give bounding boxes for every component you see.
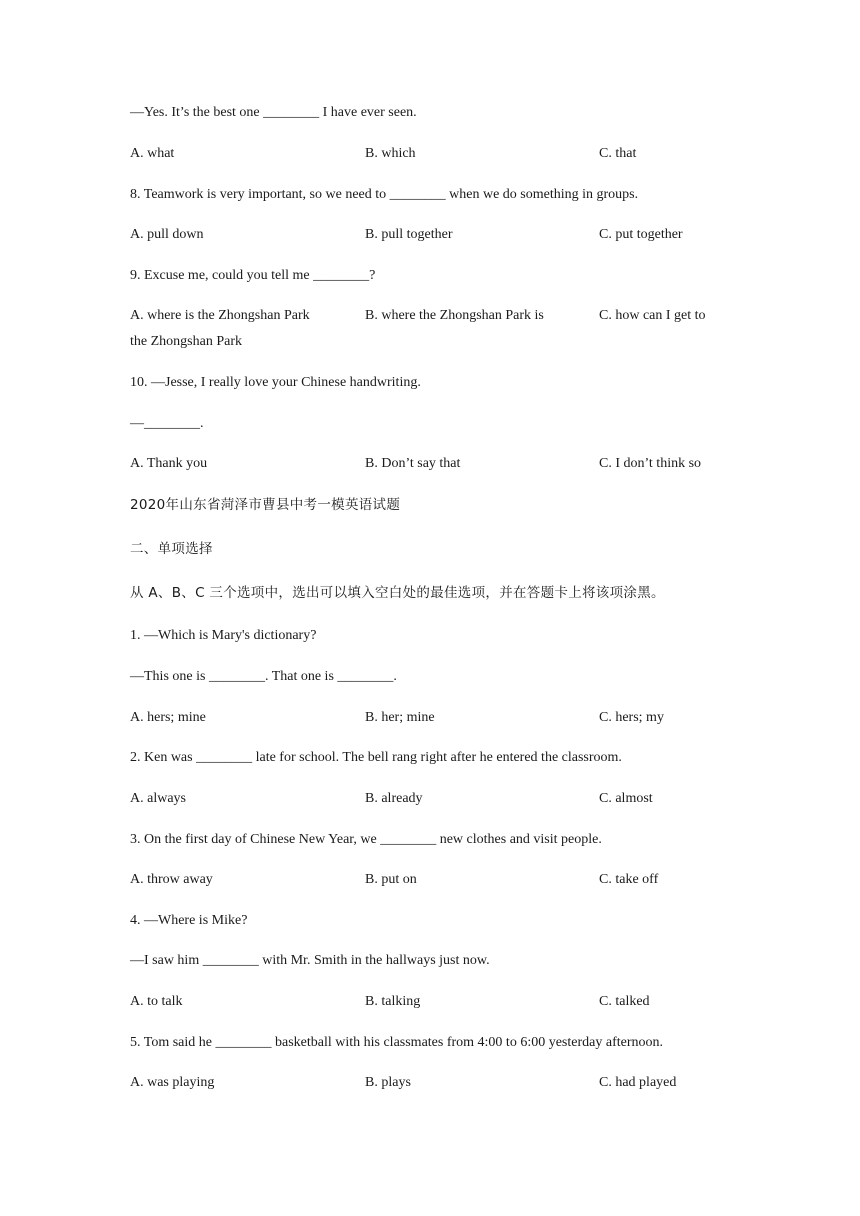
question-8-option-c: C. put together bbox=[599, 227, 683, 242]
question-4-option-b: B. talking bbox=[365, 994, 421, 1009]
question-10-option-c: C. I don’t think so bbox=[599, 456, 702, 471]
section-title: 二、单项选择 bbox=[130, 541, 213, 557]
question-1-answer-line: —This one is ________. That one is ________. bbox=[130, 669, 397, 684]
question-2-option-c: C. almost bbox=[599, 791, 653, 806]
question-1-option-c: C. hers; my bbox=[599, 710, 664, 725]
question-1-option-b: B. her; mine bbox=[365, 710, 435, 725]
question-2-option-b: B. already bbox=[365, 791, 423, 806]
question-7-answer-line: —Yes. It’s the best one ________ I have ever seen. bbox=[130, 105, 417, 120]
question-4-answer-line: —I saw him ________ with Mr. Smith in the hallways just now. bbox=[130, 953, 490, 968]
question-8-option-a: A. pull down bbox=[130, 227, 204, 242]
question-3-stem: 3. On the first day of Chinese New Year, we ________ new clothes and visit people. bbox=[130, 832, 602, 847]
question-1-option-a: A. hers; mine bbox=[130, 710, 206, 725]
exam-title: 2020年山东省菏泽市曹县中考一模英语试题 bbox=[130, 497, 401, 513]
question-9-stem: 9. Excuse me, could you tell me ________? bbox=[130, 268, 376, 283]
question-10-option-a: A. Thank you bbox=[130, 456, 208, 471]
question-1-stem: 1. —Which is Mary's dictionary? bbox=[130, 628, 317, 643]
question-3-option-b: B. put on bbox=[365, 872, 417, 887]
section-instructions: 从 A、B、C 三个选项中，选出可以填入空白处的最佳选项，并在答题卡上将该项涂黑。 bbox=[130, 585, 665, 601]
question-5-option-b: B. plays bbox=[365, 1075, 411, 1090]
question-5-option-a: A. was playing bbox=[130, 1075, 215, 1090]
question-9-option-c: C. how can I get to bbox=[599, 308, 706, 323]
question-3-option-a: A. throw away bbox=[130, 872, 213, 887]
question-10-option-b: B. Don’t say that bbox=[365, 456, 461, 471]
question-8-option-b: B. pull together bbox=[365, 227, 453, 242]
question-9-option-b: B. where the Zhongshan Park is bbox=[365, 308, 544, 323]
question-4-option-a: A. to talk bbox=[130, 994, 183, 1009]
question-9-option-c-wrap: the Zhongshan Park bbox=[130, 334, 242, 349]
question-5-option-c: C. had played bbox=[599, 1075, 677, 1090]
question-9-option-a: A. where is the Zhongshan Park bbox=[130, 308, 310, 323]
question-4-stem: 4. —Where is Mike? bbox=[130, 913, 248, 928]
question-7-option-b: B. which bbox=[365, 146, 416, 161]
question-7-option-a: A. what bbox=[130, 146, 175, 161]
question-3-option-c: C. take off bbox=[599, 872, 659, 887]
question-2-stem: 2. Ken was ________ late for school. The bell rang right after he entered the classroom. bbox=[130, 750, 622, 765]
question-8-stem: 8. Teamwork is very important, so we need to ________ when we do something in groups. bbox=[130, 187, 639, 202]
question-10-stem: 10. —Jesse, I really love your Chinese handwriting. bbox=[130, 375, 421, 390]
question-2-option-a: A. always bbox=[130, 791, 186, 806]
question-7-option-c: C. that bbox=[599, 146, 637, 161]
question-5-stem: 5. Tom said he ________ basketball with his classmates from 4:00 to 6:00 yesterday afternoon. bbox=[130, 1035, 663, 1050]
question-4-option-c: C. talked bbox=[599, 994, 650, 1009]
question-10-answer-line: —________. bbox=[130, 416, 204, 431]
